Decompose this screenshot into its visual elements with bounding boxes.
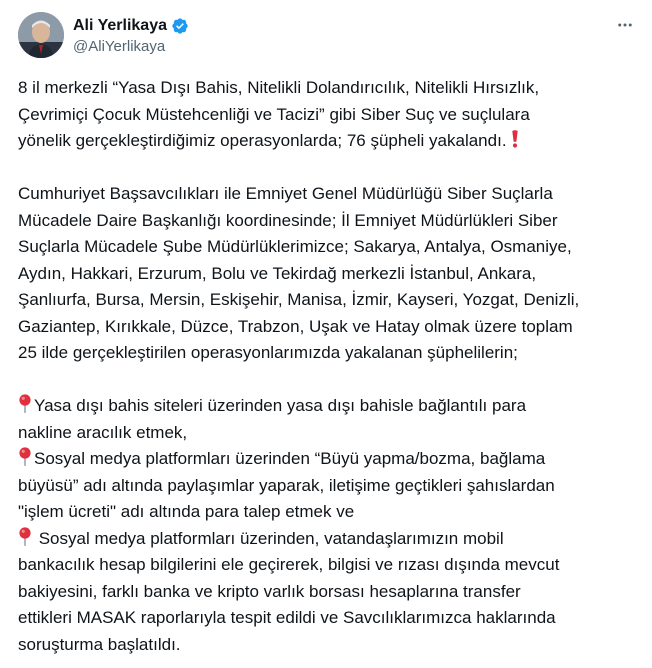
text-line: Mücadele Daire Başkanlığı koordinesinde; İl Emniyet Müdürlükleri Siber [18, 210, 558, 230]
paragraph-coordination [18, 181, 638, 367]
text-line: Gaziantep, Kırıkkale, Düzce, Trabzon, Uşak ve Hatay olmak üzere toplam [18, 316, 573, 336]
bullet-item [18, 446, 638, 473]
round-pushpin-icon [18, 394, 32, 414]
text-line: Suçlarla Mücadele Şube Müdürlüklerimizce; Sakarya, Antalya, Osmaniye, [18, 237, 572, 256]
bullet-text: bakiyesini, farklı banka ve kripto varlık borsası hesaplarına transfer [18, 581, 521, 601]
bullet-text: nakline aracılık etmek, [18, 422, 188, 442]
text-line-with-emoji [18, 128, 638, 155]
author-info [73, 15, 189, 55]
bullet-list [18, 393, 638, 658]
round-pushpin-icon [18, 447, 32, 467]
tweet-text [18, 75, 638, 658]
bullet-text: büyüsü” adı altında paylaşımlar yaparak, iletişime geçtikleri şahıslardan [18, 475, 555, 495]
avatar[interactable] [18, 12, 64, 58]
bullet-text: Sosyal medya platformları üzerinden “Büyü yapma/bozma, bağlama [34, 449, 546, 468]
bullet-item [18, 393, 638, 420]
more-options-icon[interactable] [614, 14, 636, 36]
bullet-text: Yasa dışı bahis siteleri üzerinden yasa dışı bahisle bağlantılı para [34, 396, 527, 415]
bullet-text: ettikleri MASAK raporlarıyla tespit edildi ve Savcılıklarımızca haklarında [18, 608, 556, 627]
text-line: 25 ilde gerçekleştirilen operasyonlarımızda yakalanan şüphelilerin; [18, 343, 518, 362]
text-line: 8 il merkezli “Yasa Dışı Bahis, Nitelikli Dolandırıcılık, Nitelikli Hırsızlık, [18, 78, 540, 97]
handle[interactable]: @AliYerlikaya [73, 38, 166, 55]
bullet-text: "işlem ücreti" adı altında para talep etmek ve [18, 502, 355, 521]
verified-badge-icon [171, 17, 189, 35]
paragraph-gap [18, 155, 638, 182]
text-line: yönelik gerçekleştirdiğimiz operasyonlarda; 76 şüpheli yakalandı. [18, 131, 507, 150]
paragraph-intro [18, 75, 638, 155]
text-line: Aydın, Hakkari, Erzurum, Bolu ve Tekirdağ merkezli İstanbul, Ankara, [18, 263, 537, 283]
paragraph-gap [18, 367, 638, 394]
name-row [73, 15, 189, 37]
text-line: Çevrimiçi Çocuk Müstehcenliği ve Tacizi” gibi Siber Suç ve suçlulara [18, 104, 530, 124]
bullet-text: Sosyal medya platformları üzerinden, vatandaşlarımızın mobil [34, 528, 504, 548]
bullet-text: soruşturma başlatıldı. [18, 634, 181, 654]
text-line: Cumhuriyet Başsavcılıkları ile Emniyet Genel Müdürlüğü Siber Suçlarla [18, 184, 553, 203]
bullet-text: bankacılık hesap bilgilerini ele geçirerek, bilgisi ve rızası dışında mevcut [18, 555, 560, 574]
display-name[interactable]: Ali Yerlikaya [73, 17, 167, 34]
tweet-header [18, 12, 636, 62]
red-exclamation-icon [511, 129, 519, 149]
round-pushpin-icon [18, 527, 32, 547]
bullet-item [18, 526, 638, 553]
text-line: Şanlıurfa, Bursa, Mersin, Eskişehir, Manisa, İzmir, Kayseri, Yozgat, Denizli, [18, 290, 580, 309]
